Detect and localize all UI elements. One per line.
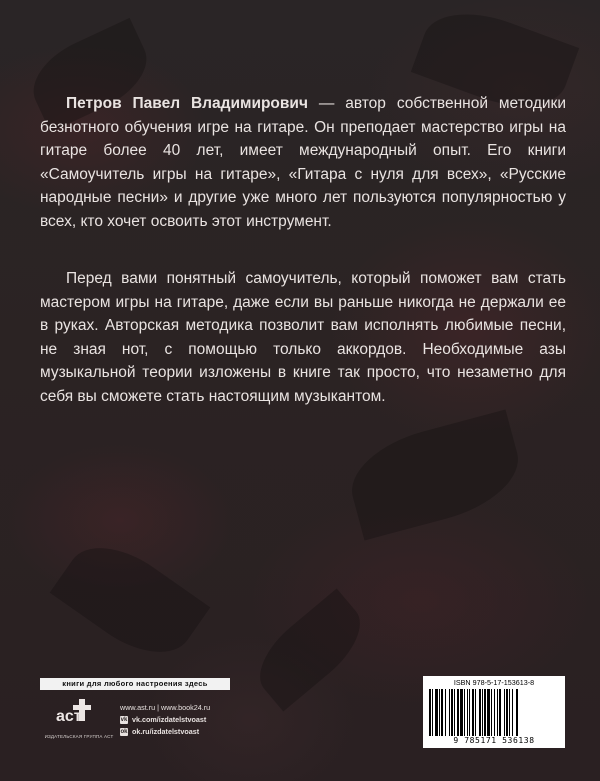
- author-bio: — автор собственной методики безнотного обучения игре на гитаре. Он преподает мастерство игры на гитаре более 40 лет, имеет международный опыт. Его книги «Самоучитель игры на гитаре», «Гитара с нуля для всех», «Русские народные песни» и другие уже много лет пользуются популярностью у всех, кто хочет освоить этот инструмент.: [40, 95, 566, 230]
- barcode-block: [423, 676, 565, 748]
- websites-link[interactable]: www.ast.ru | www.book24.ru: [120, 703, 211, 712]
- ast-logo-icon: [55, 697, 95, 727]
- logo-text: аст: [56, 708, 82, 725]
- background-leaf: [341, 410, 529, 541]
- publisher-links: [120, 702, 210, 738]
- ok-row: [120, 726, 210, 738]
- about-author-paragraph: [40, 92, 566, 234]
- slogan-strip: книги для любого настроения здесь: [40, 678, 230, 690]
- publisher-caption: ИЗДАТЕЛЬСКАЯ ГРУППА АСТ: [44, 734, 114, 739]
- vk-row: [120, 714, 210, 726]
- author-name: Петров Павел Владимирович: [66, 95, 308, 112]
- ok-icon: ok: [120, 729, 128, 735]
- about-book-paragraph: Перед вами понятный самоучитель, который поможет вам стать мастером игры на гитаре, даже если вы раньше никогда не держали ее в руках. Авторская методика позволит вам исполнять любимые песни, не зная нот, с помощью только аккордов. Необходимые азы музыкальной теории изложены в книге так просто, что незаметно для себя вы сможете стать настоящим музыкантом.: [40, 270, 566, 405]
- vk-link[interactable]: vk.com/izdatelstvoast: [132, 715, 207, 724]
- websites-row: [120, 702, 210, 714]
- isbn-label: ISBN 978-5-17-153613-8: [453, 678, 535, 687]
- vk-icon: vk: [120, 717, 128, 723]
- barcode-icon: [429, 689, 559, 736]
- background-leaf: [245, 588, 375, 711]
- barcode-number: 9 785171 536138: [453, 736, 535, 745]
- ok-link[interactable]: ok.ru/izdatelstvoast: [132, 727, 200, 736]
- background-leaf: [50, 527, 211, 673]
